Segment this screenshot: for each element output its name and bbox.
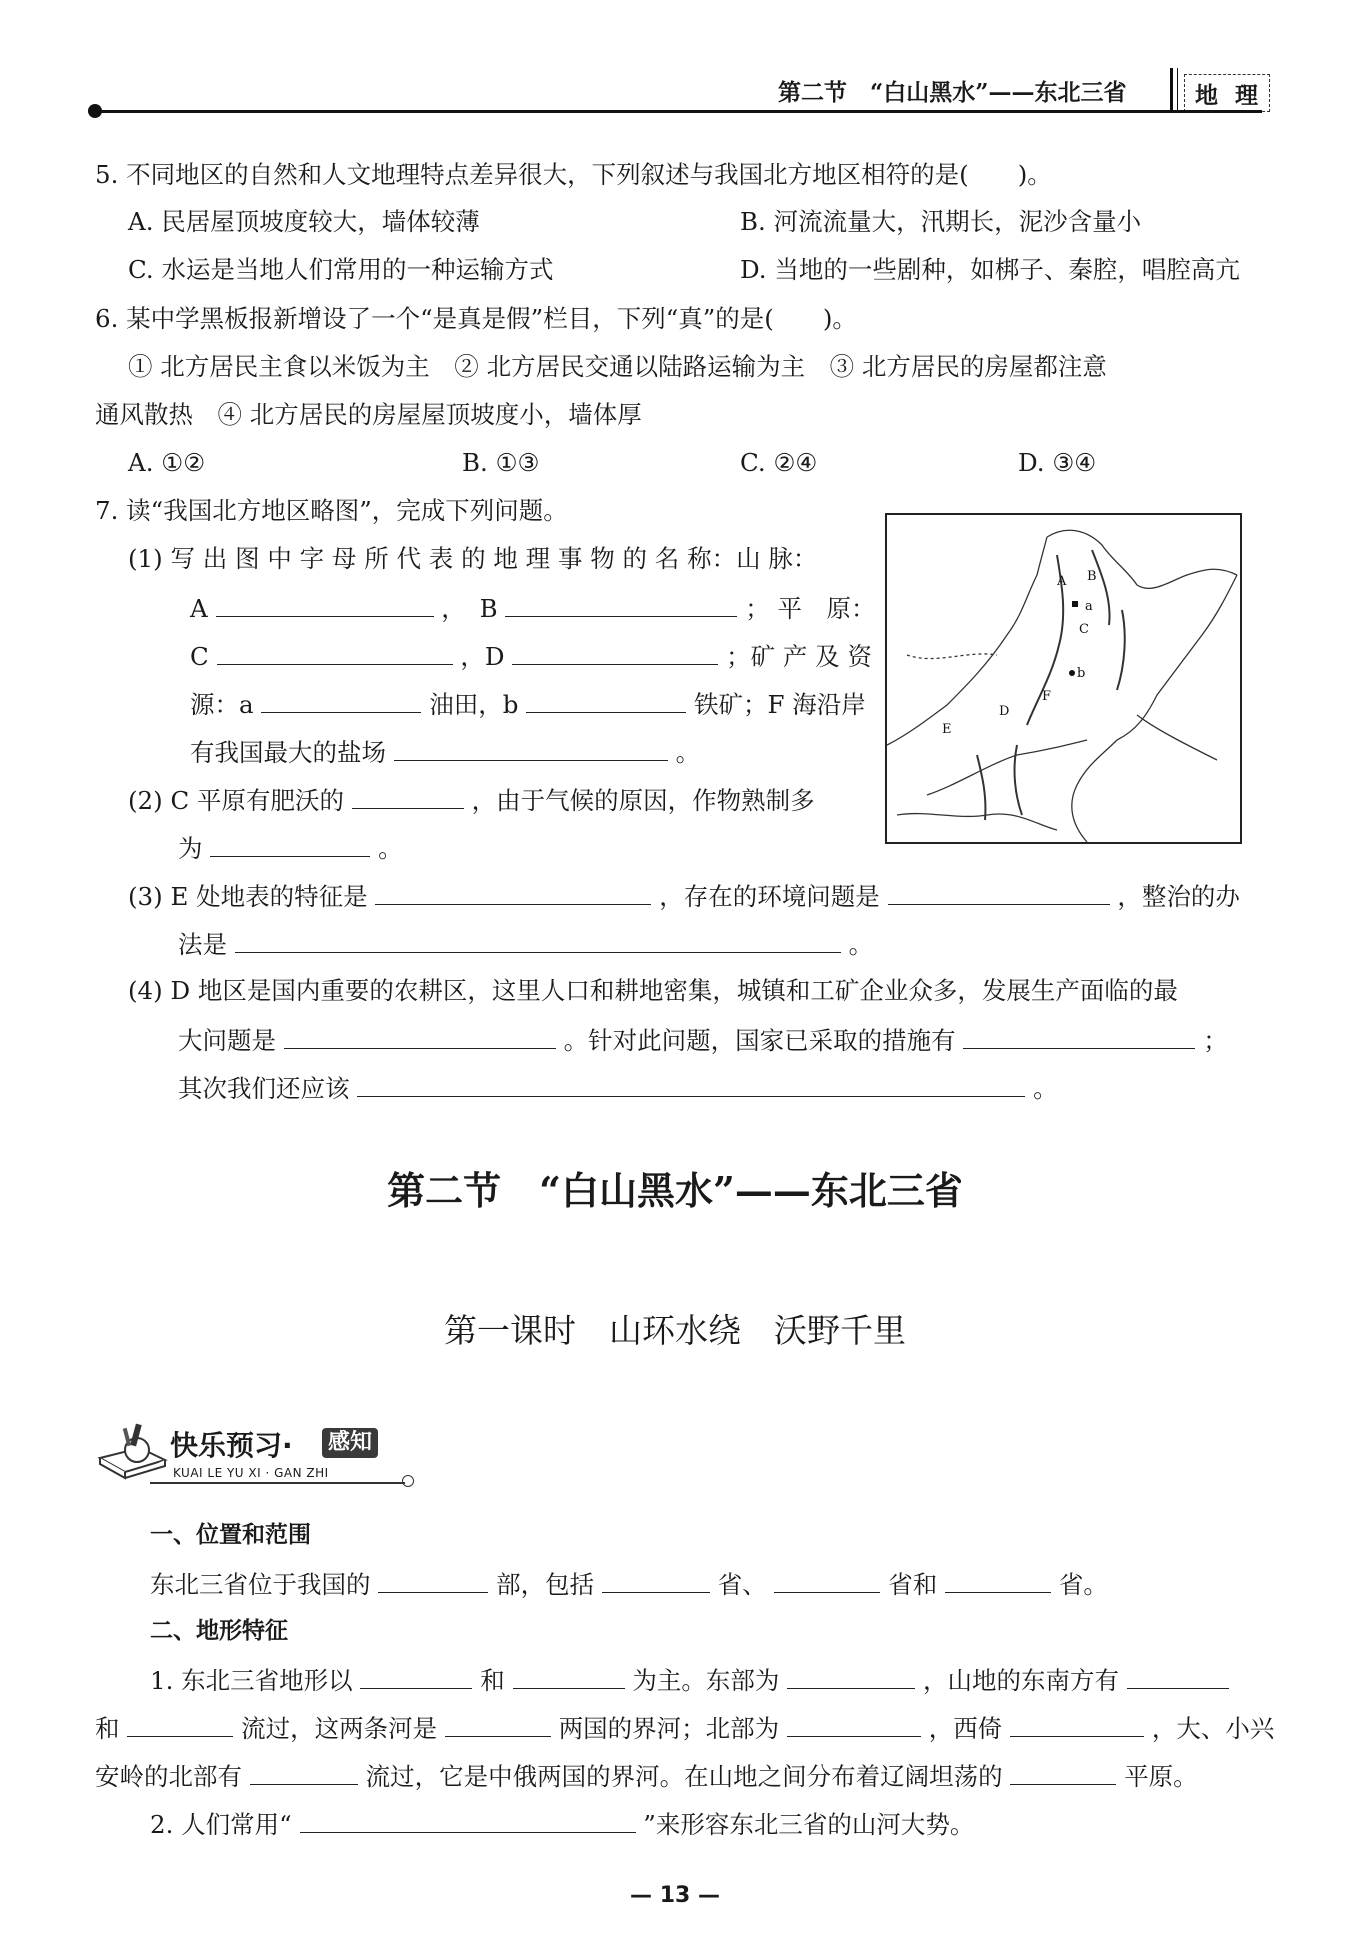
part2-line1: 1. 东北三省地形以 和 为主。东部为 ，山地的东南方有	[150, 1662, 1229, 1698]
map-river-2	[897, 814, 1057, 830]
blank-remedy[interactable]	[235, 926, 841, 953]
banner-circle	[402, 1475, 414, 1487]
blank-plain-c[interactable]	[217, 638, 453, 665]
header-divider	[1170, 68, 1173, 112]
q7-label-a: A	[190, 594, 208, 623]
q7-label-d: ，D	[460, 642, 505, 671]
map-coast	[1072, 740, 1117, 842]
map-label-c: C	[1079, 622, 1089, 637]
subject-char-2: 理	[1235, 82, 1258, 109]
map-river	[927, 740, 1087, 795]
map-label-d: D	[999, 704, 1010, 719]
lesson-title: 第一课时 山环水绕 沃野千里	[444, 1311, 906, 1350]
map-label-e: E	[942, 722, 952, 737]
q7-part1-line2: A ， B ； 平 原：	[190, 590, 876, 626]
q7-part1-line1: (1) 写 出 图 中 字 母 所 代 表 的 地 理 事 物 的 名 称：山 脉：	[128, 544, 818, 573]
blank-river-2[interactable]	[127, 1710, 233, 1737]
blank-plain-name[interactable]	[1010, 1758, 1116, 1785]
q5-option-d: D. 当地的一些剧种，如梆子、秦腔，唱腔高亢	[740, 255, 1240, 284]
q6-stem: 6. 某中学黑板报新增设了一个“是真是假”栏目，下列“真”的是( )。	[95, 304, 857, 333]
blank-saltfield[interactable]	[394, 734, 668, 761]
blank-soil[interactable]	[352, 782, 464, 809]
subject-char-1: 地	[1195, 82, 1218, 109]
header-divider-thin	[1177, 68, 1178, 112]
blank-mountain-a[interactable]	[216, 590, 434, 617]
map-dashed-boundary	[907, 654, 997, 659]
part1-heading: 一、位置和范围	[150, 1522, 311, 1548]
map-label-iron-b: b	[1077, 666, 1086, 681]
blank-river-1[interactable]	[1127, 1662, 1229, 1689]
map-mountain-b	[1092, 550, 1110, 625]
part2-line2: 和 流过，这两条河是 两国的界河；北部为 ，西倚 ，大、小兴	[95, 1710, 1274, 1746]
blank-location[interactable]	[378, 1566, 488, 1593]
q7-part3-line1: (3) E 处地表的特征是 ，存在的环境问题是 ，整治的办	[128, 878, 1240, 914]
q6-statements-line1: ① 北方居民主食以米饭为主 ② 北方居民交通以陆路运输为主 ③ 北方居民的房屋都注意	[128, 352, 1107, 381]
blank-ironmine-b[interactable]	[526, 686, 686, 713]
q5-stem: 5. 不同地区的自然和人文地理特点差异很大，下列叙述与我国北方地区相符的是( )。	[95, 160, 1052, 189]
map-mountain-d	[1015, 745, 1022, 815]
section-title: 第二节 “白山黑水”——东北三省	[387, 1168, 963, 1213]
map-mountain-east	[1117, 610, 1125, 690]
blank-province-1[interactable]	[602, 1566, 710, 1593]
blank-environment-problem[interactable]	[888, 878, 1110, 905]
blank-phrase[interactable]	[300, 1806, 636, 1833]
blank-east-mountain[interactable]	[787, 1662, 915, 1689]
blank-terrain-2[interactable]	[513, 1662, 625, 1689]
q7-stem: 7. 读“我国北方地区略图”，完成下列问题。	[95, 496, 568, 525]
blank-province-2[interactable]	[774, 1566, 880, 1593]
blank-main-problem[interactable]	[284, 1022, 556, 1049]
banner-pinyin: KUAI LE YU XI · GAN ZHI	[173, 1466, 329, 1480]
q7-part1-line3: C ，D ；矿 产 及 资	[190, 638, 872, 674]
part2-heading: 二、地形特征	[150, 1618, 288, 1644]
part2-line3: 安岭的北部有 流过，它是中俄两国的界河。在山地之间分布着辽阔坦荡的 平原。	[95, 1758, 1198, 1794]
q7-part4-line3: 其次我们还应该 。	[178, 1070, 1058, 1106]
blank-surface-feature[interactable]	[375, 878, 651, 905]
banner-title: 快乐预习·	[170, 1429, 293, 1462]
blank-north-river[interactable]	[250, 1758, 358, 1785]
map-label-f: F	[1042, 689, 1052, 704]
q6-statements-line2: 通风散热 ④ 北方居民的房屋屋顶坡度小，墙体厚	[95, 400, 642, 429]
banner-badge: 感知	[322, 1428, 378, 1458]
q7-part1-line4: 源：a 油田，b 铁矿；F 海沿岸	[190, 686, 866, 722]
blank-north-mountain[interactable]	[787, 1710, 921, 1737]
running-header-title: 第二节 “白山黑水”——东北三省	[778, 79, 1127, 106]
blank-cropping[interactable]	[210, 830, 370, 857]
blank-province-3[interactable]	[945, 1566, 1051, 1593]
q6-option-b: B. ①③	[462, 448, 540, 477]
blank-west-mountain[interactable]	[1010, 1710, 1144, 1737]
blank-border-countries[interactable]	[445, 1710, 551, 1737]
q7-label-c: C	[190, 642, 209, 671]
q5-option-b: B. 河流流量大，汛期长，泥沙含量小	[740, 207, 1142, 236]
q7-part3-line2: 法是 。	[178, 926, 873, 962]
page-number: — 13 —	[630, 1883, 720, 1908]
banner-rule	[150, 1482, 405, 1484]
blank-measures[interactable]	[963, 1022, 1195, 1049]
part2-line4: 2. 人们常用“ ”来形容东北三省的山河大势。	[150, 1806, 974, 1842]
q7-label-b: B	[479, 594, 498, 623]
header-rule	[92, 110, 1262, 113]
q6-option-d: D. ③④	[1018, 448, 1097, 477]
blank-plain-d[interactable]	[512, 638, 718, 665]
q7-part2-line2: 为 。	[178, 830, 403, 866]
map-coast-east	[1137, 715, 1217, 760]
map-label-oil-a: a	[1085, 599, 1093, 614]
map-label-a: A	[1057, 574, 1067, 589]
q6-option-a: A. ①②	[128, 448, 206, 477]
q7-part4-line2: 大问题是 。针对此问题，国家已采取的措施有 ；	[178, 1022, 1228, 1058]
blank-terrain-1[interactable]	[360, 1662, 472, 1689]
q5-option-a: A. 民居屋顶坡度较大，墙体较薄	[128, 207, 480, 236]
q7-part4-line1: (4) D 地区是国内重要的农耕区，这里人口和耕地密集，城镇和工矿企业众多，发展生产面临的最	[128, 976, 1178, 1005]
blank-oilfield-a[interactable]	[261, 686, 421, 713]
map-border-east	[1117, 575, 1237, 740]
books-pencil-icon	[95, 1418, 175, 1480]
blank-our-action[interactable]	[357, 1070, 1025, 1097]
north-china-sketch-map	[885, 513, 1242, 844]
part1-sentence: 东北三省位于我国的 部，包括 省、 省和 省。	[150, 1566, 1108, 1602]
map-label-b: B	[1087, 569, 1097, 584]
blank-mountain-b[interactable]	[505, 590, 737, 617]
q6-option-c: C. ②④	[740, 448, 818, 477]
q5-option-c: C. 水运是当地人们常用的一种运输方式	[128, 255, 554, 284]
map-border-north	[1047, 530, 1237, 588]
q7-part1-line5: 有我国最大的盐场 。	[190, 734, 700, 770]
map-oilfield-marker	[1072, 601, 1078, 607]
map-border-west	[887, 537, 1047, 745]
map-drawing	[887, 515, 1240, 842]
map-mountain-west	[977, 755, 985, 820]
map-iron-marker	[1069, 670, 1075, 676]
q7-part2-line1: (2) C 平原有肥沃的 ，由于气候的原因，作物熟制多	[128, 782, 815, 818]
subject-tag	[1184, 74, 1270, 112]
